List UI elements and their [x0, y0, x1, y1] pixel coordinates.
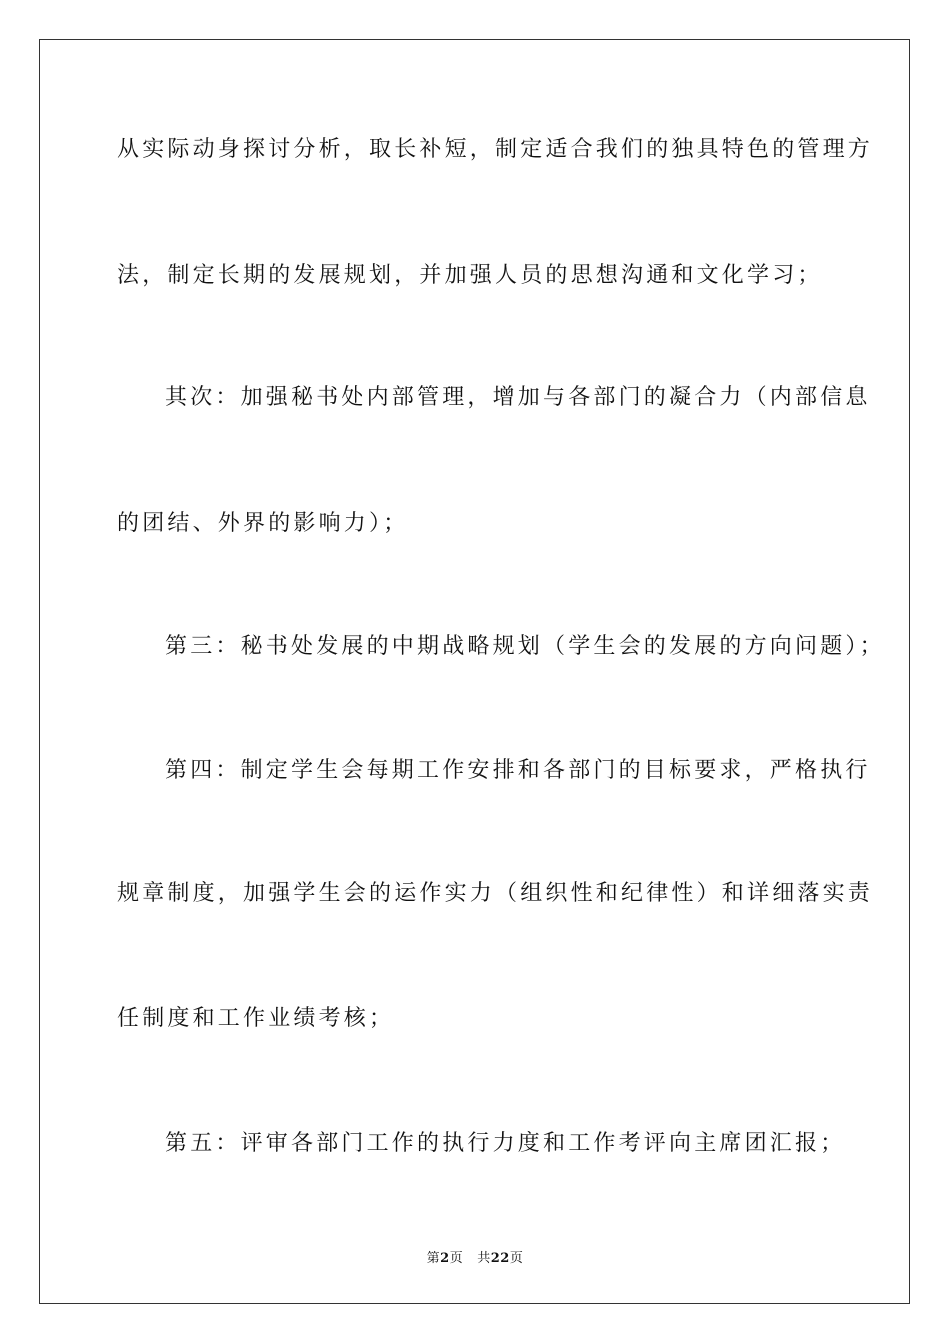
footer-page-suffix: 页 [449, 1251, 464, 1266]
body-line-3: 其次：加强秘书处内部管理，增加与各部门的凝合力（内部信息 [165, 385, 871, 410]
footer-page-prefix: 第 [426, 1251, 441, 1266]
page-footer [0, 1247, 950, 1266]
body-line-1: 从实际动身探讨分析，取长补短，制定适合我们的独具特色的管理方 [117, 137, 874, 162]
footer-total-prefix: 共 [477, 1251, 491, 1266]
page-frame [39, 39, 910, 1304]
body-line-9: 第五：评审各部门工作的执行力度和工作考评向主席团汇报； [165, 1131, 846, 1156]
body-line-2: 法，制定长期的发展规划，并加强人员的思想沟通和文化学习； [117, 263, 823, 288]
body-line-5: 第三：秘书处发展的中期战略规划（学生会的发展的方向问题）； [165, 634, 885, 659]
footer-page-number: 2 [440, 1251, 450, 1266]
body-line-4: 的团结、外界的影响力）； [117, 511, 409, 536]
footer-total-suffix: 页 [509, 1251, 524, 1266]
body-line-8: 任制度和工作业绩考核； [117, 1006, 395, 1031]
footer-total-pages: 22 [490, 1251, 510, 1266]
body-line-7: 规章制度，加强学生会的运作实力（组织性和纪律性）和详细落实责 [117, 881, 874, 906]
body-line-6: 第四：制定学生会每期工作安排和各部门的目标要求，严格执行 [165, 758, 871, 783]
